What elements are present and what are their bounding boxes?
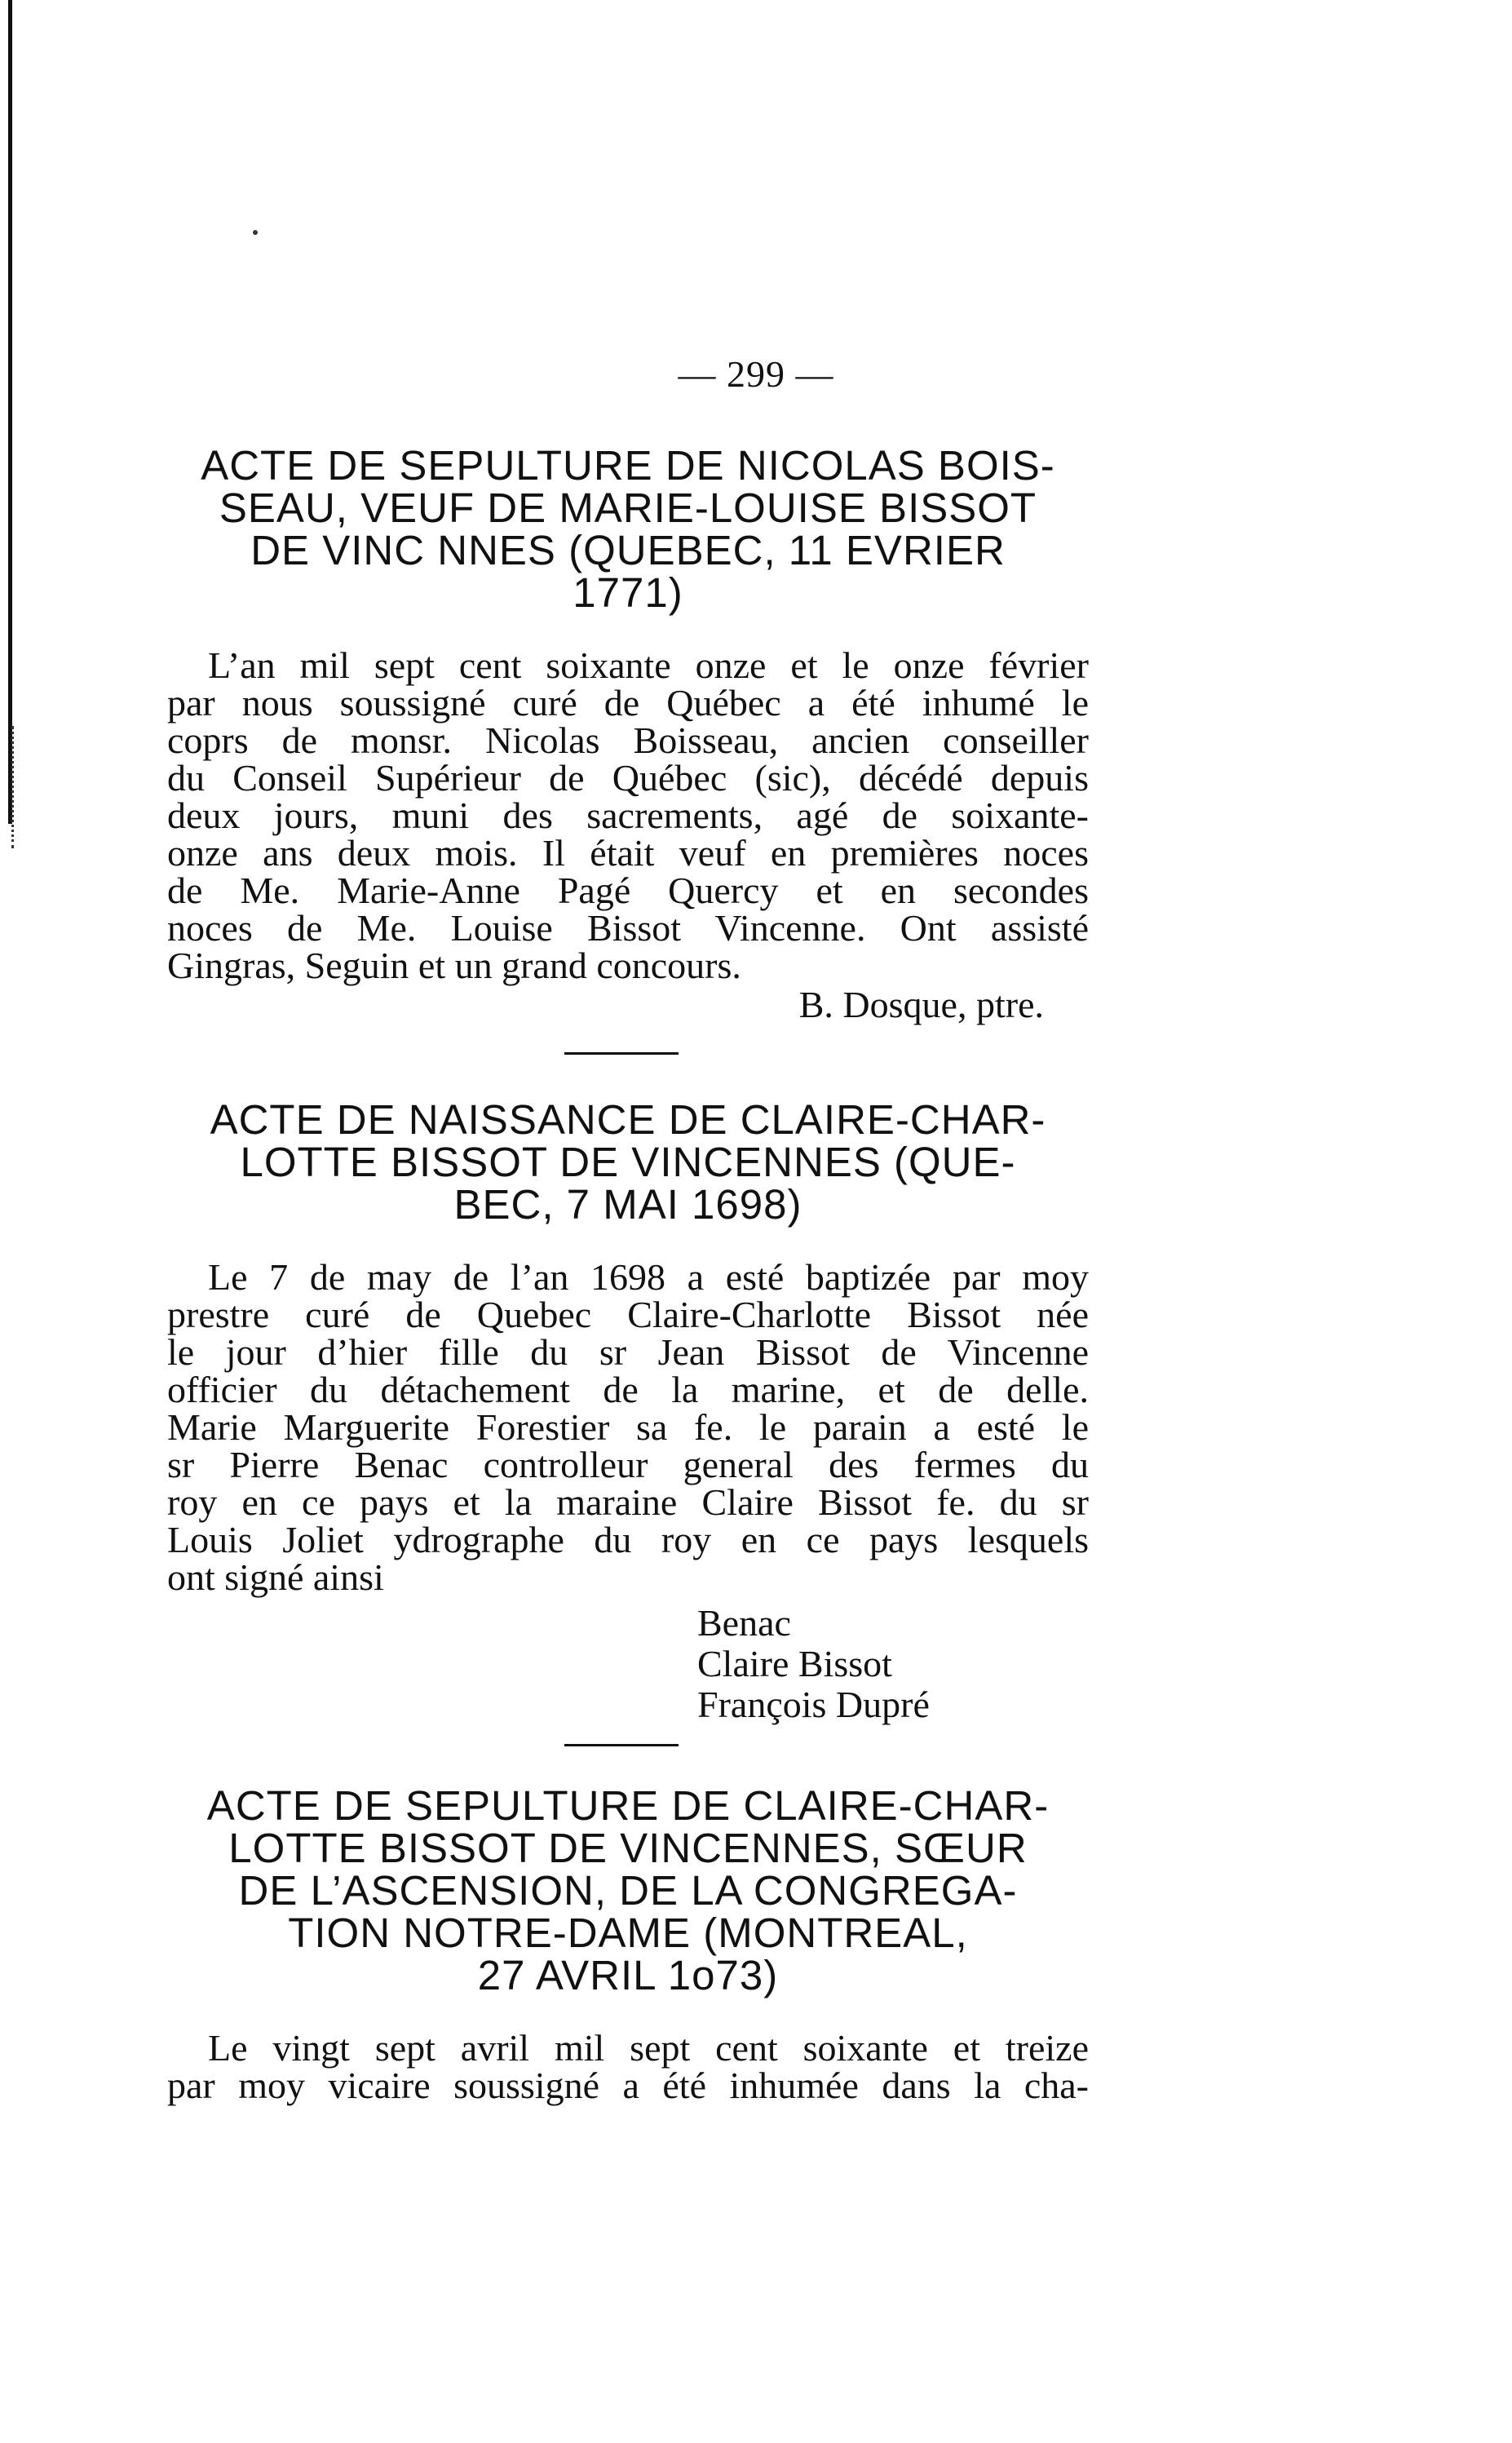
heading-line: ACTE DE NAISSANCE DE CLAIRE-CHAR- — [210, 1096, 1046, 1143]
body-line: du Conseil Supérieur de Québec (sic), décédé depuis — [167, 757, 1089, 799]
section-heading — [167, 442, 1089, 616]
signature: François Dupré — [697, 1684, 930, 1725]
body-line: L’an mil sept cent soixante onze et le onze février — [208, 644, 1089, 686]
heading-line: SEAU, VEUF DE MARIE-LOUISE BISSOT — [219, 485, 1037, 531]
section-heading — [167, 1782, 1089, 1998]
heading-line: LOTTE BISSOT DE VINCENNES, SŒUR — [228, 1825, 1028, 1871]
body-line: Le 7 de may de l’an 1698 a esté baptizée par moy — [208, 1256, 1089, 1298]
heading-line: ACTE DE SEPULTURE DE NICOLAS BOIS- — [201, 442, 1055, 489]
body-line: roy en ce pays et la maraine Claire Bissot fe. du sr — [167, 1481, 1089, 1523]
body-line: noces de Me. Louise Bissot Vincenne. Ont assisté — [167, 907, 1089, 949]
section-birth-claire-charlotte — [167, 1096, 1089, 1725]
body-line: sr Pierre Benac controlleur general des fermes du — [167, 1444, 1089, 1485]
section-body — [167, 1256, 1089, 1598]
body-line: ont signé ainsi — [167, 1556, 384, 1598]
scan-margin-marks — [11, 726, 17, 848]
heading-line: LOTTE BISSOT DE VINCENNES (QUE- — [240, 1139, 1016, 1185]
body-line: Gingras, Seguin et un grand concours. — [167, 945, 741, 986]
heading-line: DE L’ASCENSION, DE LA CONGREGA- — [238, 1867, 1018, 1914]
heading-line: DE VINC NNES (QUEBEC, 11 EVRIER — [250, 527, 1006, 573]
body-line: onze ans deux mois. Il était veuf en premières noces — [167, 832, 1089, 874]
heading-line: BEC, 7 MAI 1698) — [453, 1181, 802, 1228]
section-heading — [167, 1096, 1089, 1228]
heading-line: 27 AVRIL 1o73) — [477, 1952, 779, 1998]
signature: B. Dosque, ptre. — [798, 984, 1044, 1025]
signatures — [697, 1603, 1089, 1725]
section-body — [167, 644, 1089, 986]
scan-binding-edge — [8, 0, 12, 824]
body-line: Louis Joliet ydrographe du roy en ce pays lesquels — [167, 1519, 1089, 1560]
page-number: — 299 — — [678, 353, 834, 395]
body-line: officier du détachement de la marine, et de delle. — [167, 1369, 1089, 1410]
section-burial-nicolas-boisseau — [167, 442, 1089, 1025]
body-line: le jour d’hier fille du sr Jean Bissot de Vincenne — [167, 1331, 1089, 1373]
body-line: Marie Marguerite Forestier sa fe. le parain a esté le — [167, 1406, 1089, 1448]
body-line: de Me. Marie-Anne Pagé Quercy et en secondes — [167, 870, 1089, 911]
body-line: coprs de monsr. Nicolas Boisseau, ancien conseiller — [167, 719, 1089, 761]
heading-line: ACTE DE SEPULTURE DE CLAIRE-CHAR- — [206, 1782, 1050, 1829]
signature: Benac — [697, 1602, 791, 1644]
scan-speck — [253, 230, 258, 235]
section-burial-claire-charlotte — [167, 1782, 1089, 2106]
body-line: par nous soussigné curé de Québec a été inhumé le — [167, 682, 1089, 724]
body-line: prestre curé de Quebec Claire-Charlotte Bissot née — [167, 1294, 1089, 1335]
body-line: Le vingt sept avril mil sept cent soixante et treize — [208, 2027, 1089, 2069]
section-body — [167, 2029, 1089, 2104]
body-line: deux jours, muni des sacrements, agé de soixante- — [167, 794, 1089, 836]
heading-line: TION NOTRE-DAME (MONTREAL, — [288, 1910, 968, 1956]
body-line: par moy vicaire soussigné a été inhumée dans la cha- — [167, 2065, 1089, 2106]
section-divider — [564, 1052, 679, 1055]
signature: Claire Bissot — [697, 1643, 892, 1684]
heading-line: 1771) — [573, 569, 683, 616]
section-divider — [564, 1744, 679, 1746]
